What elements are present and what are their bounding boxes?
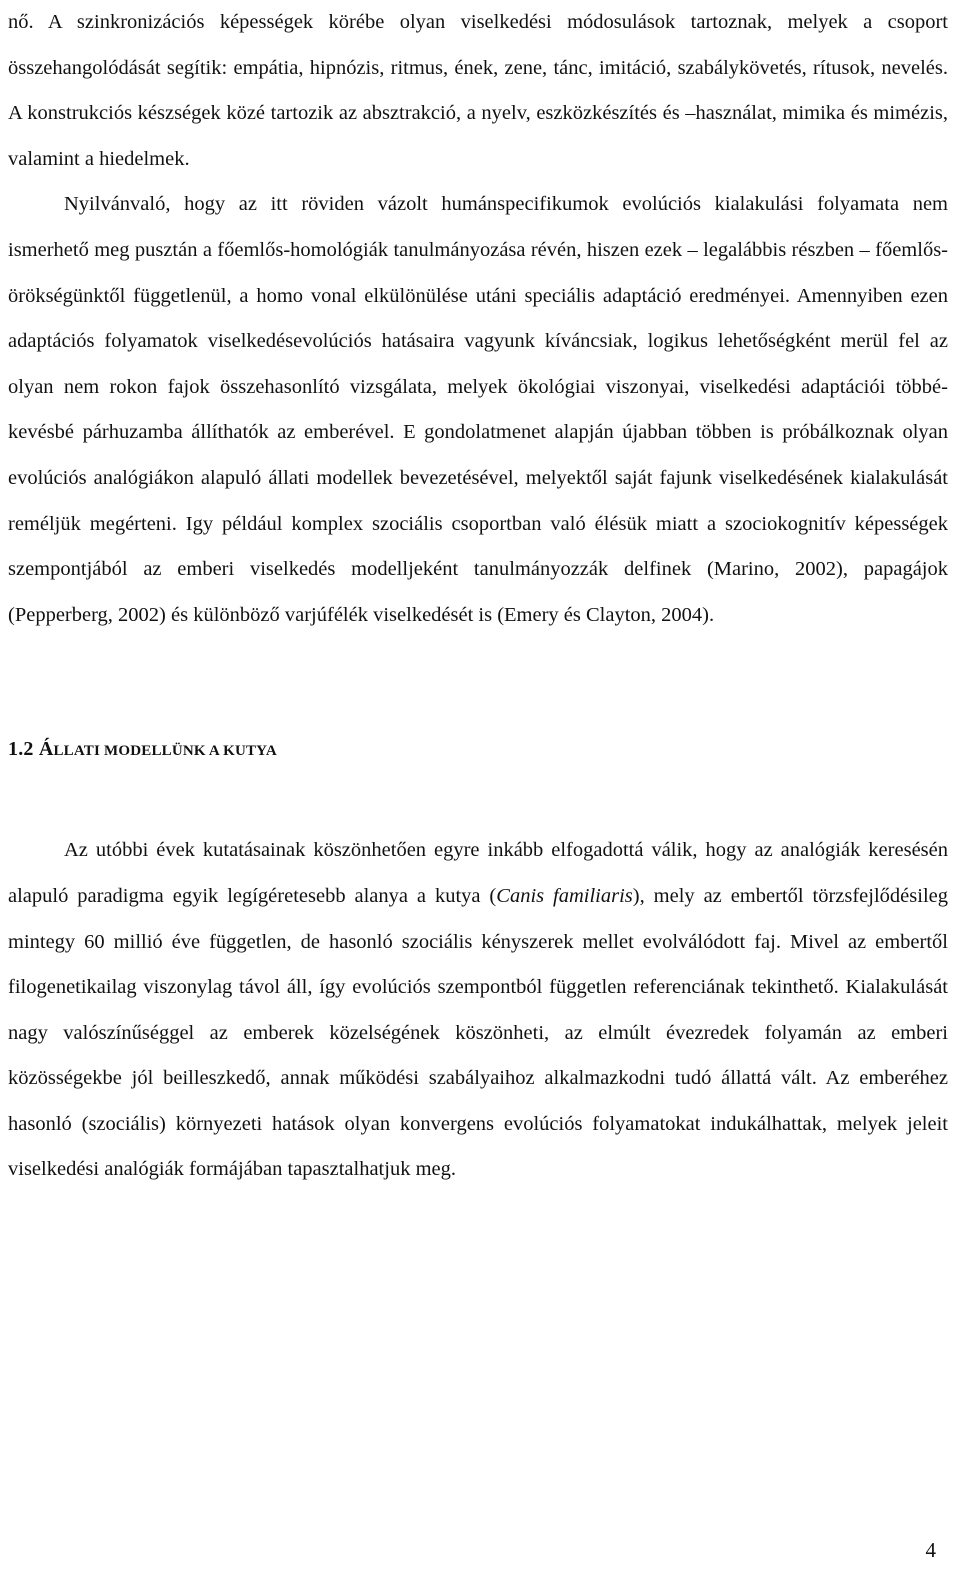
paragraph-dog-model xyxy=(8,828,948,1193)
spacer xyxy=(8,774,948,828)
paragraph-humanspecific: Nyilvánvaló, hogy az itt röviden vázolt humánspecifikumok evolúciós kialakulási folyamata nem ismerhető meg pusztán a főemlős-homológiák tanulmányozása révén, hiszen ezek – legalábbis részben – főemlős-örökségünktől függetlenül, a homo vonal elkülönülése utáni speciális adaptáció eredményei. Amennyiben ezen adaptációs folyamatok viselkedésevolúciós hatásaira vagyunk kíváncsiak, logikus lehetőségként merül fel az olyan nem rokon fajok összehasonlító vizsgálata, melyek ökológiai viszonyai, viselkedési adaptációi többé-kevésbé párhuzamba állíthatók az emberével. E gondolatmenet alapján újabban többen is próbálkoznak olyan evolúciós analógiákon alapuló állati modellek bevezetésével, melyektől saját fajunk viselkedésének kialakulását reméljük megérteni. Igy például komplex szociális csoportban való élésük miatt a szociokognitív képességek szempontjából az emberi viselkedés modelljeként tanulmányozzák delfinek (Marino, 2002), papagájok (Pepperberg, 2002) és különböző varjúfélék viselkedését is (Emery és Clayton, 2004). xyxy=(8,193,948,626)
section-heading xyxy=(8,726,948,774)
section-title-rest: LLATI MODELLÜNK A KUTYA xyxy=(53,743,277,760)
section-title-initial: Á xyxy=(38,738,54,761)
page-number: 4 xyxy=(925,1538,936,1562)
paragraph-continued: nő. A szinkronizációs képességek körébe olyan viselkedési módosulások tartoznak, melyek a csoport összehangolódását segítik: empátia, hipnózis, ritmus, ének, zene, tánc, imitáció, szabálykövetés, rítusok, nevelés. A konstrukciós készségek közé tartozik az absztrakció, a nyelv, eszközkészítés és –használat, mimika és mimézis, valamint a hiedelmek. xyxy=(8,11,948,170)
paragraph-dog-model-part2: ), mely az embertől törzsfejlődésileg mintegy 60 millió éve független, de hasonló szociális kényszerek mellet evolválódott faj. Mivel az embertől filogenetikailag viszonylag távol áll, így evolúciós szempontból független referenciának tekinthető. Kialakulását nagy valószínűséggel az emberek közelségének köszönheti, az elmúlt évezredek folyamán az emberi közösségekbe jól beilleszkedő, annak működési szabályaihoz alkalmazkodni tudó állattá vált. Az emberéhez hasonló (szociális) környezeti hatások olyan konvergens evolúciós folyamatokat indukálhattak, melyek jeleit viselkedési analógiák formájában tapasztalhatjuk meg. xyxy=(8,884,948,1181)
document-page xyxy=(8,0,948,1583)
species-name: Canis familiaris xyxy=(496,884,633,907)
paragraph-dog-model-part1: Az utóbbi évek kutatásainak köszönhetően egyre inkább elfogadottá válik, hogy az analógiák keresésén alapuló paradigma egyik legígéretesebb alanya a kutya ( xyxy=(8,839,948,907)
section-number: 1.2 xyxy=(8,738,39,761)
spacer xyxy=(8,638,948,686)
